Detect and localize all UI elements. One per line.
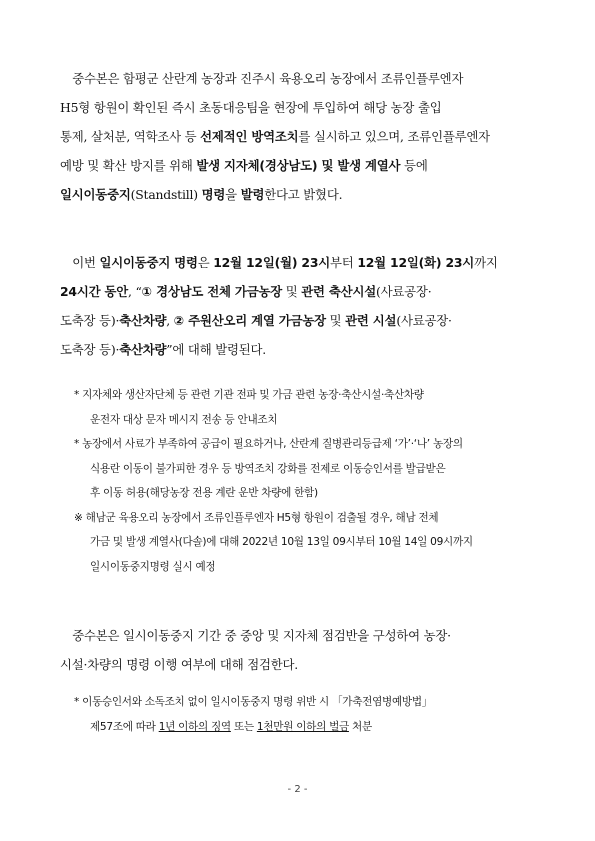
text-line	[60, 277, 540, 306]
note-line: 운전자 대상 문자 메시지 전송 등 안내조치	[90, 413, 278, 426]
bold-text: 발령	[240, 187, 265, 202]
paragraph-standstill-order	[60, 248, 540, 364]
note-line: 가금 및 발생 계열사(다솔)에 대해 2022년 10월 13일 09시부터 10월 14일 09시까지	[90, 536, 473, 548]
text-span: ”에 대해 발령된다.	[166, 342, 267, 357]
notes-block-2	[74, 690, 544, 739]
bold-text: ② 주원산오리 계열 가금농장	[173, 313, 326, 328]
bold-text: 발생 지자체(경상남도) 및 발생 계열사	[196, 158, 401, 173]
text-span: 까지	[474, 255, 498, 270]
text-span: 을	[225, 187, 241, 202]
text-span: 도축장 등)·	[60, 313, 120, 328]
note-line: 일시이동중지명령 실시 예정	[90, 560, 216, 573]
text-span: 를 실시하고 있으며, 조류인플루엔자	[298, 129, 490, 144]
text-line	[60, 151, 540, 180]
text-line	[60, 335, 540, 364]
text-line	[60, 180, 540, 209]
text-span: (사료공장·	[375, 284, 432, 299]
note-line: * 이동승인서와 소독조치 없이 일시이동중지 명령 위반 시 「가축전염병예방법」	[74, 696, 433, 708]
note-line: * 농장에서 사료가 부족하여 공급이 필요하거나, 산란계 질병관리등급제 ‘가’·‘나’ 농장의	[74, 438, 463, 450]
text-span: 처분	[348, 720, 372, 733]
text-span: (Standstill)	[130, 187, 202, 202]
text-line: 중수본은 일시이동중지 기간 중 중앙 및 지자체 점검반을 구성하여 농장·	[60, 628, 451, 643]
text-span: 및	[325, 313, 346, 328]
note-line: 후 이동 허용(해당농장 전용 계란 운반 차량에 한함)	[90, 487, 318, 499]
text-span: 통제, 살처분, 역학조사 등	[60, 129, 201, 144]
bold-text: 축산차량	[119, 342, 167, 357]
bold-text: 선제적인 방역조치	[200, 129, 299, 144]
note-line: ※ 해남군 육용오리 농장에서 조류인플루엔자 H5형 항원이 검출될 경우, 해남 전체	[74, 511, 439, 524]
text-line: 중수본은 함평군 산란계 농장과 진주시 육용오리 농장에서 조류인플루엔자	[60, 71, 464, 86]
text-line	[60, 306, 540, 335]
paragraph-outbreak-response	[60, 64, 540, 209]
bold-text: 12월 12일(화) 23시	[357, 255, 475, 270]
bold-text: 24시간 동안	[60, 284, 129, 299]
text-span: (사료공장·	[396, 313, 452, 328]
bold-text: 일시이동중지 명령	[99, 255, 198, 270]
text-span: 부터	[330, 255, 358, 270]
text-span: 은	[197, 255, 214, 270]
text-span: 제57조에 따라	[90, 720, 159, 733]
text-span: 예방 및 확산 방지를 위해	[60, 158, 197, 173]
text-span: 등에	[400, 158, 428, 173]
text-line: H5형 항원이 확인된 즉시 초동대응팀을 현장에 투입하여 해당 농장 출입	[60, 100, 442, 115]
text-span: 이번	[60, 255, 100, 270]
text-line	[60, 122, 540, 151]
notes-block-1	[74, 383, 544, 579]
paragraph-inspection	[60, 621, 540, 679]
bold-text: 관련 시설	[345, 313, 397, 328]
text-span: 한다고 밝혔다.	[264, 187, 343, 202]
text-span: ,	[166, 313, 174, 328]
note-line: * 지자체와 생산자단체 등 관련 기관 전파 및 가금 관련 농장·축산시설·축산차량	[74, 389, 424, 401]
text-span: , “	[128, 284, 142, 299]
underlined-text: 1년 이하의 징역	[158, 720, 231, 733]
note-line	[74, 715, 544, 740]
bold-text: 관련 축산시설	[301, 284, 376, 299]
text-line: 시설·차량의 명령 이행 여부에 대해 점검한다.	[60, 657, 299, 672]
underlined-text: 1천만원 이하의 벌금	[256, 720, 349, 733]
page-number: - 2 -	[287, 784, 308, 795]
bold-text: 일시이동중지	[60, 187, 131, 202]
note-line: 식용란 이동이 불가피한 경우 등 방역조치 강화를 전제로 이동승인서를 발급받은	[90, 462, 446, 475]
bold-text: 명령	[201, 187, 226, 202]
text-span: 도축장 등)·	[60, 342, 120, 357]
text-span: 및	[282, 284, 302, 299]
bold-text: 12월 12일(월) 23시	[213, 255, 331, 270]
text-line	[60, 248, 540, 277]
bold-text: 축산차량	[119, 313, 167, 328]
text-span: 또는	[230, 720, 257, 733]
bold-text: ① 경상남도 전체 가금농장	[141, 284, 282, 299]
